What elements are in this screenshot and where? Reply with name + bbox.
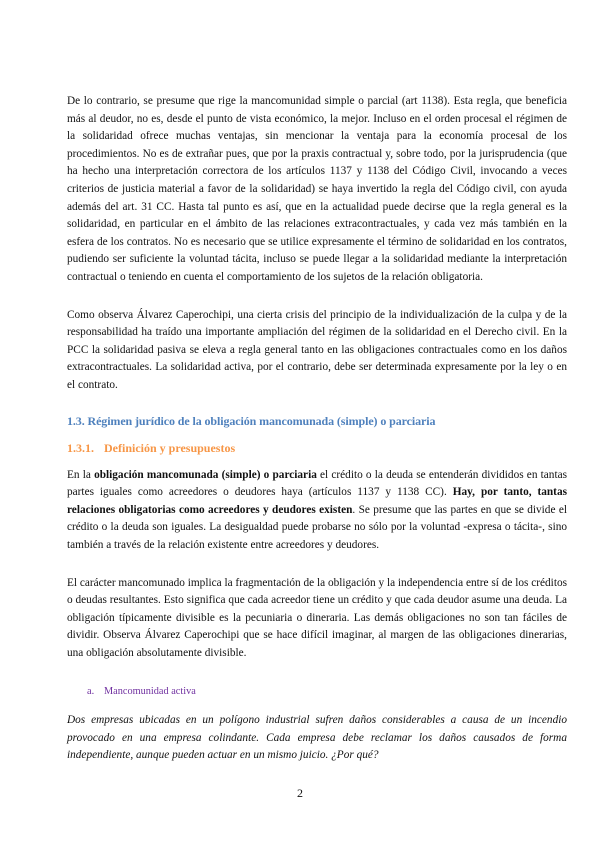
paragraph-mancomunidad-presumption: De lo contrario, se presume que rige la mancomunidad simple o parcial (art 1138). Esta regla, que beneficia más al deudor, no es, desde el punto de vista económico, la mejor. Incluso en el orden procesal el régimen de la solidaridad ofrece muchas ventajas, sin mencionar la ventaja para la economía procesal de los procedimientos. No es de extrañar pues, que por la praxis contractual y, sobre todo, por la jurisprudencia (que ha hecho una interpretación correctora de los artículos 1137 y 1138 del Código Civil, invocando a veces criterios de justicia material a favor de la solidaridad) se haya invertido la regla del Código civil, con ayuda además del art. 31 CC. Hasta tal punto es así, que en la actualidad puede decirse que la regla general es la solidaridad, en particular en el ámbito de las relaciones extracontractuales, y cada vez más también en la esfera de los contratos. No es necesario que se utilice expresamente el término de solidaridad en los contratos, pudiendo ser suficiente la voluntad tácita, incluso se puede llegar a la solidaridad mediante la interpretación contractual o teniendo en cuenta el comportamiento de los sujetos de la relación obligatoria. — [67, 95, 567, 283]
definition-text-a: En la — [67, 468, 95, 481]
section-heading: 1.3. Régimen jurídico de la obligación mancomunada (simple) o parciaria — [67, 413, 436, 428]
definition-text-e: . Se presume que las partes en que se divide el crédito o la deuda son iguales. La desigualdad puede probarse no sólo por la voluntad -expresa o tácita-, sino también a través de la relación existente entre acreedores y deudores. — [67, 503, 567, 552]
subsection-title: Definición y presupuestos — [104, 441, 236, 456]
definition-emphasis: Hay, por tanto, tantas relaciones obligatorias como acreedores y deudores existen — [67, 486, 567, 516]
definition-text-c: el crédito o la deuda se entenderán divididos en tantas partes iguales como acreedores o deudores haya (artículos 1137 y 1138 CC). — [67, 468, 568, 499]
definition-term: obligación mancomunada (simple) o parciaria — [94, 468, 317, 481]
item-title: Mancomunidad activa — [104, 685, 196, 697]
page-number: 2 — [297, 786, 303, 800]
subsection-heading — [67, 440, 567, 458]
page-content — [67, 93, 567, 765]
paragraph-case-example: Dos empresas ubicadas en un polígono industrial sufren daños considerables a causa de un incendio provocado en una empresa colindante. Cada empresa debe reclamar los daños causados de forma independiente, aunque pueden actuar en un mismo juicio. ¿Por qué? — [67, 714, 567, 762]
paragraph-alvarez-caperochipi: Como observa Álvarez Caperochipi, una cierta crisis del principio de la individualización de la culpa y de la responsabilidad ha traído una importante ampliación del régimen de la solidaridad en el Derecho civil. En la PCC la solidaridad pasiva se eleva a regla general tanto en las obligaciones contractuales como en los daños extracontractuales. La solidaridad activa, por el contrario, debe ser determinada expresamente por la ley o en el contrato. — [67, 308, 567, 391]
item-heading — [87, 683, 567, 701]
paragraph-fragmentation: El carácter mancomunado implica la fragmentación de la obligación y la independencia entre sí de los créditos o deudas resultantes. Esto significa que cada acreedor tiene un crédito y que cada deudor asume una deuda. La obligación típicamente divisible es la pecuniaria o dineraria. Las demás obligaciones no son tan fáciles de dividir. Observa Álvarez Caperochipi que se hace difícil imaginar, al margen de las obligaciones dinerarias, una obligación absolutamente divisible. — [67, 576, 567, 660]
subsection-number: 1.3.1. — [67, 441, 94, 456]
paragraph-definition — [67, 467, 567, 555]
item-number: a. — [87, 685, 95, 697]
